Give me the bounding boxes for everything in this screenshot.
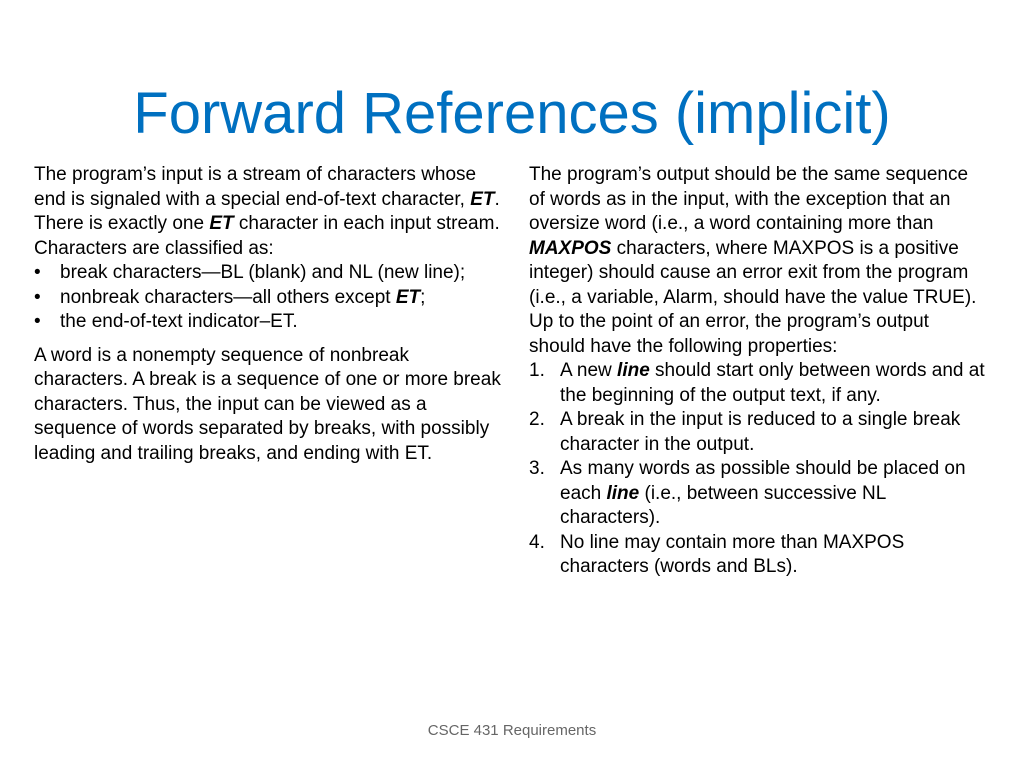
slide-title: Forward References (implicit) (133, 81, 891, 146)
et-emphasis: ET (470, 188, 495, 210)
output-description (529, 163, 987, 359)
item-text: A new (560, 360, 618, 381)
line-emphasis: line (617, 360, 650, 381)
text-span: The program’s output should be the same sequence of words as in the input, with the exception that an oversize word (i.e., a word containing more than (529, 164, 969, 234)
item-text: No line may contain more than MAXPOS characters (words and BLs). (560, 531, 905, 577)
item-number: 4. (529, 531, 545, 553)
text-span: The program’s input is a stream of characters whose end is signaled with a special end-of-text character, (34, 164, 477, 210)
et-emphasis: ET (395, 286, 421, 308)
et-emphasis: ET (209, 213, 234, 234)
numbered-item-3 (529, 457, 987, 531)
text-span: should start only between words and at the beginning of the output text, if any. (560, 360, 985, 406)
item-number: 2. (529, 409, 545, 430)
bullet-item-break-characters (34, 261, 504, 286)
bullet-item-end-of-text (34, 310, 504, 335)
word-definition: A word is a nonempty sequence of nonbreak characters. A break is a sequence of one or more break characters. Thus, the input can be viewed as a sequence of words separated by breaks, with possibly leading and trailing breaks, and ending with ET. (34, 344, 501, 464)
right-column (529, 163, 987, 580)
text-span: ; (420, 286, 426, 308)
maxpos-emphasis: MAXPOS (529, 237, 612, 259)
bullet-text: the end-of-text indicator–ET. (60, 311, 298, 332)
text-span: characters, where MAXPOS is a positive integer) should cause an error exit from the program (i.e., a variable, Alarm, should have the value TRUE). Up to the point of an error, the program’s output should have the following properties: (529, 237, 977, 357)
item-text: As many words as possible should be placed on each (560, 458, 966, 504)
item-text: A break in the input is reduced to a single break character in the output. (560, 409, 961, 455)
bullet-item-nonbreak-characters (34, 286, 504, 311)
input-description (34, 163, 504, 261)
bullet-mark: • (34, 311, 41, 332)
item-number: 3. (529, 458, 545, 479)
bullet-text: nonbreak characters—all others except (60, 286, 396, 308)
text-span: (i.e., between successive NL characters). (560, 482, 886, 528)
bullet-mark: • (34, 286, 41, 308)
text-span: character in each input stream. Characters are classified as: (34, 213, 500, 259)
slide-footer: CSCE 431 Requirements (427, 722, 597, 739)
item-number: 1. (529, 360, 545, 381)
numbered-item-2 (529, 408, 987, 457)
numbered-item-4 (529, 531, 987, 580)
left-column (34, 163, 504, 466)
text-span: . There is exactly one (34, 188, 500, 234)
line-emphasis: line (606, 482, 640, 504)
bullet-text: break characters—BL (blank) and NL (new line); (60, 262, 466, 283)
bullet-mark: • (34, 262, 41, 283)
numbered-item-1 (529, 359, 987, 408)
